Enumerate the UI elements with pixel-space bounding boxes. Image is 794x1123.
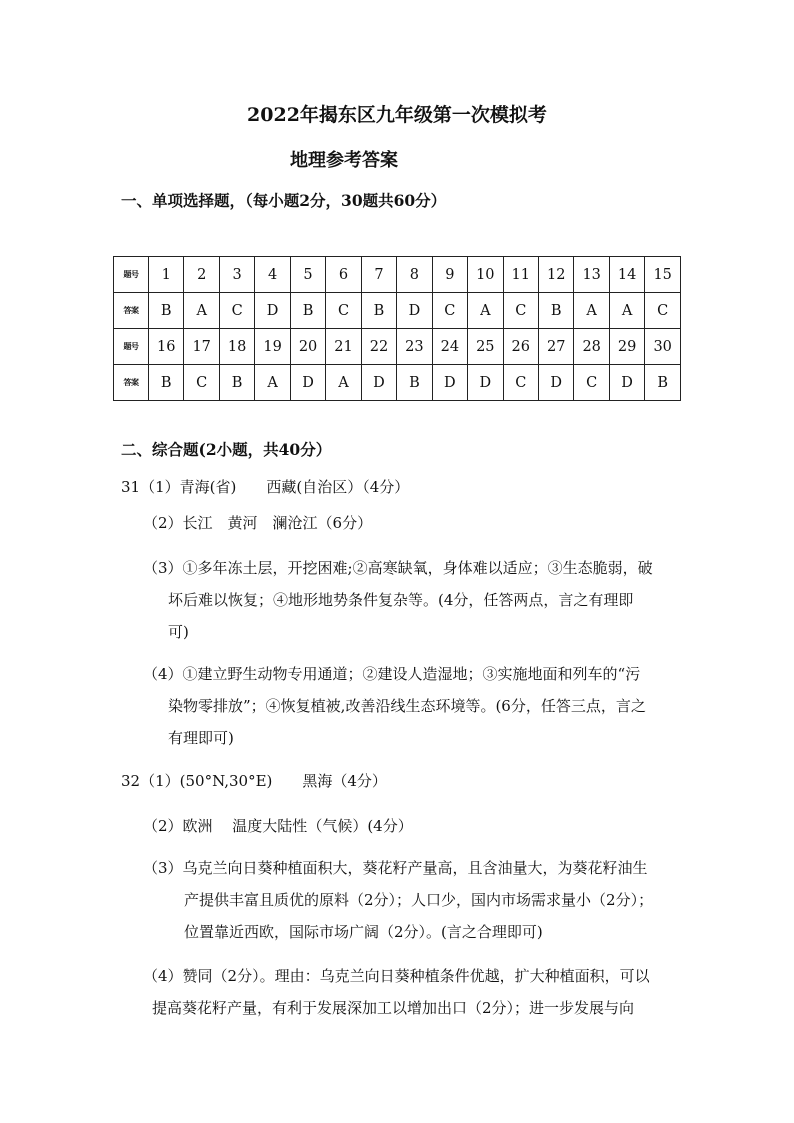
table-row-answers-1 — [114, 293, 681, 329]
answer-cell: B — [290, 293, 325, 329]
q31-line-3: （3）①多年冻土层，开挖困难;②高寒缺氧，身体难以适应；③生态脆弱，破 — [143, 559, 653, 577]
question-number: 18 — [219, 329, 254, 365]
table-row-numbers-2 — [114, 329, 681, 365]
page-title: 2022年揭东区九年级第一次模拟考 — [247, 104, 547, 126]
answer-cell: C — [503, 293, 538, 329]
row-label-answer: 答案 — [114, 365, 149, 401]
answer-cell: B — [149, 293, 184, 329]
row-label-number: 题号 — [114, 257, 149, 293]
answer-cell: D — [538, 365, 573, 401]
row-label-answer: 答案 — [114, 293, 149, 329]
answer-cell: B — [219, 365, 254, 401]
answer-cell: C — [184, 365, 219, 401]
answer-cell: B — [645, 365, 681, 401]
section1-heading: 一、单项选择题，（每小题2分，30题共60分） — [121, 191, 447, 210]
q31-line-8: 有理即可) — [168, 729, 234, 747]
q32-line-5: 位置靠近西欧，国际市场广阔（2分）。(言之合理即可) — [184, 923, 543, 941]
question-number: 15 — [645, 257, 681, 293]
question-number: 23 — [397, 329, 432, 365]
question-number: 25 — [468, 329, 503, 365]
q31-line-1: 31（1）青海(省) 西藏(自治区）（4分） — [121, 478, 410, 496]
question-number: 6 — [326, 257, 361, 293]
q32-line-4: 产提供丰富且质优的原料（2分）；人口少，国内市场需求量小（2分）； — [184, 891, 654, 909]
answer-cell: C — [574, 365, 609, 401]
answer-cell: D — [397, 293, 432, 329]
answer-cell: C — [503, 365, 538, 401]
question-number: 24 — [432, 329, 467, 365]
question-number: 12 — [538, 257, 573, 293]
question-number: 21 — [326, 329, 361, 365]
q31-line-6: （4）①建立野生动物专用通道；②建设人造湿地；③实施地面和列车的“污 — [143, 665, 641, 683]
question-number: 11 — [503, 257, 538, 293]
question-number: 14 — [609, 257, 644, 293]
q32-line-7: 提高葵花籽产量，有利于发展深加工以增加出口（2分）；进一步发展与向 — [152, 999, 635, 1017]
question-number: 20 — [290, 329, 325, 365]
question-number: 2 — [184, 257, 219, 293]
answer-cell: D — [361, 365, 396, 401]
table-row-answers-2 — [114, 365, 681, 401]
question-number: 3 — [219, 257, 254, 293]
page-subtitle: 地理参考答案 — [290, 150, 398, 171]
question-number: 16 — [149, 329, 184, 365]
answer-cell: D — [432, 365, 467, 401]
question-number: 7 — [361, 257, 396, 293]
answer-cell: C — [645, 293, 681, 329]
question-number: 17 — [184, 329, 219, 365]
answer-cell: C — [326, 293, 361, 329]
answer-cell: A — [184, 293, 219, 329]
table-row-numbers-1 — [114, 257, 681, 293]
question-number: 27 — [538, 329, 573, 365]
answer-cell: D — [468, 365, 503, 401]
question-number: 10 — [468, 257, 503, 293]
question-number: 22 — [361, 329, 396, 365]
q31-line-4: 坏后难以恢复；④地形地势条件复杂等。(4分，任答两点，言之有理即 — [168, 591, 634, 609]
section2-heading: 二、综合题(2小题，共40分） — [121, 440, 332, 459]
answer-cell: B — [397, 365, 432, 401]
question-number: 19 — [255, 329, 290, 365]
q31-line-5: 可) — [168, 623, 189, 641]
question-number: 28 — [574, 329, 609, 365]
q32-line-1: 32（1）(50°N,30°E) 黑海（4分） — [121, 772, 387, 790]
answer-cell: C — [219, 293, 254, 329]
answer-cell: B — [538, 293, 573, 329]
answer-cell: D — [609, 365, 644, 401]
q31-line-2: （2）长江 黄河 澜沧江（6分） — [143, 514, 373, 532]
answer-cell: A — [609, 293, 644, 329]
q32-line-3: （3）乌克兰向日葵种植面积大，葵花籽产量高，且含油量大，为葵花籽油生 — [143, 859, 648, 877]
answer-cell: B — [361, 293, 396, 329]
question-number: 5 — [290, 257, 325, 293]
question-number: 26 — [503, 329, 538, 365]
answer-table — [113, 256, 681, 401]
answer-cell: A — [574, 293, 609, 329]
answer-cell: C — [432, 293, 467, 329]
question-number: 13 — [574, 257, 609, 293]
answer-cell: D — [290, 365, 325, 401]
q32-line-6: （4）赞同（2分）。理由：乌克兰向日葵种植条件优越，扩大种植面积，可以 — [143, 967, 650, 985]
question-number: 4 — [255, 257, 290, 293]
question-number: 1 — [149, 257, 184, 293]
q32-line-2: （2）欧洲 温度大陆性（气候）(4分） — [143, 817, 413, 835]
answer-cell: A — [255, 365, 290, 401]
question-number: 8 — [397, 257, 432, 293]
answer-cell: A — [326, 365, 361, 401]
question-number: 29 — [609, 329, 644, 365]
row-label-number: 题号 — [114, 329, 149, 365]
answer-cell: B — [149, 365, 184, 401]
answer-cell: A — [468, 293, 503, 329]
question-number: 9 — [432, 257, 467, 293]
question-number: 30 — [645, 329, 681, 365]
q31-line-7: 染物零排放”；④恢复植被,改善沿线生态环境等。(6分，任答三点，言之 — [168, 697, 646, 715]
answer-cell: D — [255, 293, 290, 329]
